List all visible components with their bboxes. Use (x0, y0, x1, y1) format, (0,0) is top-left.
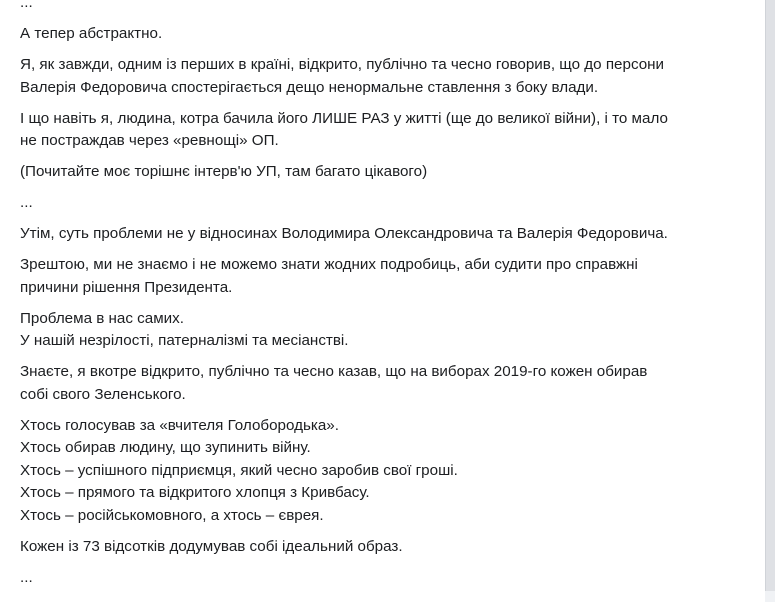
post-paragraph: Зрештою, ми не знаємо і не можемо знати жодних подробиць, аби судити про справжні причини рішення Президента. (20, 256, 638, 296)
post-paragraph: Утім, суть проблеми не у відносинах Володимира Олександровича та Валерія Федоровича. (20, 225, 668, 242)
post-paragraph: І що навіть я, людина, котра бачила його ЛИШЕ РАЗ у житті (ще до великої війни), і то мало не постраждав через «ревнощі» ОП. (20, 109, 668, 149)
post-paragraph: Кожен із 73 відсотків додумував собі ідеальний образ. (20, 537, 403, 555)
scrollbar-track[interactable] (765, 0, 775, 591)
post-paragraph-ellipsis: ... (20, 194, 33, 211)
post-paragraph: Хтось голосував за «вчителя Голобородька». Хтось обирав людину, що зупинить війну. Хтось – успішного підприємця, який чесно заробив свої гроші. Хтось – прямого та відкритого хлопця з Кривбасу. Хтось – російськомовного, а хтось – єврея. (20, 416, 458, 524)
post-paragraph-ellipsis-bottom: ... (20, 568, 33, 586)
post-paragraph-ellipsis-top: ... (20, 0, 33, 11)
post-paragraph: Проблема в нас самих. У нашій незрілості, патерналізмі та месіанстві. (20, 309, 349, 349)
post-paragraph: Знаєте, я вкотре відкрито, публічно та чесно казав, що на виборах 2019-го кожен обирав собі свого Зеленського. (20, 363, 648, 403)
post-paragraph: Я, як завжди, одним із перших в країні, відкрито, публічно та чесно говорив, що до персони Валерія Федоровича спостерігається дещо ненормальне ставлення з боку влади. (20, 56, 665, 96)
post-paragraph: (Почитайте моє торішнє інтерв'ю УП, там багато цікавого) (20, 163, 428, 180)
post-paragraph: А тепер абстрактно. (20, 25, 163, 42)
